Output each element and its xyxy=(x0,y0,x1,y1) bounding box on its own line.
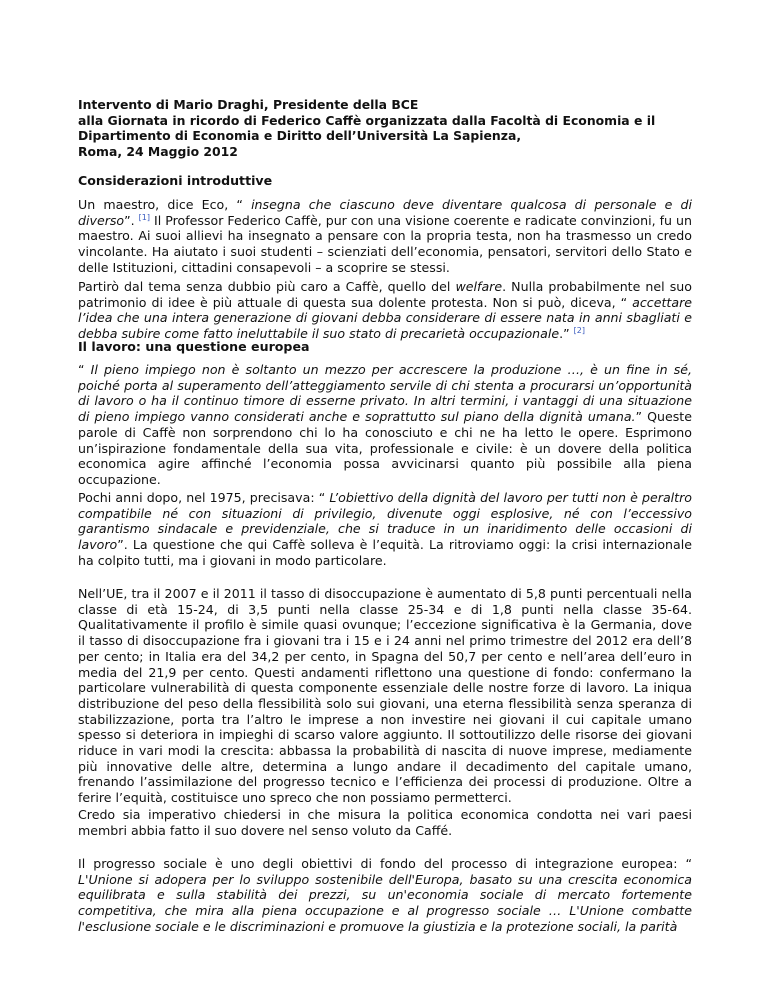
speech-title: Intervento di Mario Draghi, Presidente della BCE alla Giornata in ricordo di Federico Caffè organizzata dalla Facoltà di Economia e il Dipartimento di Economia e Diritto dell’Università La Sapienza, Roma, 24 Maggio 2012 xyxy=(78,97,656,160)
p3-text-a: “ xyxy=(78,362,91,377)
paragraph-7 xyxy=(78,856,692,935)
p4-quote: L’obiettivo della dignità del lavoro per tutti non è peraltro compatibile né con situazioni di privilegio, divenute oggi esplosive, né con l’eccessivo garantismo sindacale e previdenziale, che si traduce in un inaridimento delle occasioni di lavoro xyxy=(78,490,692,553)
paragraph-5: Nell’UE, tra il 2007 e il 2011 il tasso di disoccupazione è aumentato di 5,8 punti percentuali nella classe di età 15-24, di 3,5 punti nella classe 25-34 e di 1,8 punti nella classe 35-64. Qualitativamente il profilo è simile quasi ovunque; l’eccezione significativa è la Germania, dove il tasso di disoccupazione fra i giovani tra i 15 e i 24 anni nel primo trimestre del 2012 era dell’8 per cento; in Italia era del 34,2 per cento, in Spagna del 50,7 per cento e nell’area dell’euro in media del 21,9 per cento. Questi andamenti riflettono una questione di fondo: confermano la particolare vulnerabilità di questa componente essenziale delle nostre forze di lavoro. La iniqua distribuzione del peso della flessibilità solo sui giovani, una eterna flessibilità senza speranza di stabilizzazione, porta tra l’altro le imprese a non investire nei giovani il cui capitale umano spesso si deteriora in impieghi di scarso valore aggiunto. Il sottoutilizzo delle risorse dei giovani riduce in vari modi la crescita: abbassa la probabilità di nascita di nuove imprese, mediamente più innovative delle altre, determina a lungo andare il decadimento del capitale umano, frenando l’assimilazione del progresso tecnico e l’efficienza dei processi di produzione. Oltre a ferire l’equità, costituisce uno spreco che non possiamo permetterci. xyxy=(78,586,692,806)
paragraph-3 xyxy=(78,362,692,488)
p2-text-a: Partirò dal tema senza dubbio più caro a Caffè, quello del xyxy=(78,279,456,294)
p2-quote: accettare l’idea che una intera generazione di giovani debba considerare di essere nata in anni sbagliati e debba subire come fatto ineluttabile il suo stato di precarietà occupazionale xyxy=(78,294,692,342)
p2-welfare: welfare xyxy=(455,279,503,294)
p3-quote: Il pieno impiego non è soltanto un mezzo per accrescere la produzione …, è un fine in sé, poiché porta al superamento dell’atteggiamento servile di chi stenta a procurarsi un’opportunità di lavoro o ha il continuo timore di esserne privato. In altri termini, i vantaggi di una situazione di pieno impiego vanno considerati anche e soprattutto sul piano della dignità umana. xyxy=(78,362,693,425)
p2-text-c: . Nulla probabilmente nel suo patrimonio di idee è più attuale di questa sua dolente protesta. Non si può, diceva, “ xyxy=(78,279,692,310)
section-heading-lavoro: Il lavoro: una questione europea xyxy=(78,339,310,354)
p7-quote: L'Unione si adopera per lo sviluppo sostenibile dell'Europa, basato su una crescita economica equilibrata e sulla stabilità dei prezzi, su un'economia sociale di mercato fortemente competitiva, che mira alla piena occupazione e al progresso sociale … L'Unione combatte l'esclusione sociale e le discriminazioni e promuove la giustizia e la protezione sociali, la parità xyxy=(78,871,692,934)
p1-text-c: ”. xyxy=(124,212,139,228)
p4-text-a: Pochi anni dopo, nel 1975, precisava: “ xyxy=(78,490,330,505)
paragraph-2 xyxy=(78,279,692,342)
p1-text-d: Il Professor Federico Caffè, pur con una visione coerente e radicate convinzioni, fu un maestro. Ai suoi allievi ha insegnato a pensare con la propria testa, non ha trasmesso un credo vincolante. Ha aiutato i suoi studenti – scienziati dell’economia, pensatori, servitori dello Stato e delle Istituzioni, cittadini consapevoli – a scoprire se stessi. xyxy=(78,212,693,275)
p1-text-a: Un maestro, dice Eco, “ xyxy=(78,197,252,212)
p4-text-c: ”. La questione che qui Caffè solleva è l’equità. La ritroviamo oggi: la crisi internazionale ha colpito tutti, ma i giovani in modo particolare. xyxy=(78,537,692,568)
paragraph-6: Credo sia imperativo chiedersi in che misura la politica economica condotta nei vari paesi membri abbia fatto il suo dovere nel senso voluto da Caffé. xyxy=(78,807,692,838)
paragraph-4 xyxy=(78,490,692,569)
p7-text-a: Il progresso sociale è uno degli obiettivi di fondo del processo di integrazione europea: “ xyxy=(78,856,692,871)
paragraph-1 xyxy=(78,197,692,276)
p3-text-c: ” Queste parole di Caffè non sorprendono chi lo ha conosciuto e chi ne ha letto le opere. Esprimono un’ispirazione fondamentale della sua vita, professionale e civile: è un dovere della politica economica agire affinché l’economia possa avvicinarsi quanto più possibile alla piena occupazione. xyxy=(78,409,692,487)
p2-text-e: .” xyxy=(559,326,574,342)
p1-quote: insegna che ciascuno deve diventare qualcosa di personale e di diverso xyxy=(78,197,692,228)
footnote-ref-2[interactable]: [2] xyxy=(573,326,585,336)
footnote-ref-1[interactable]: [1] xyxy=(138,212,151,222)
section-heading-intro: Considerazioni introduttive xyxy=(78,173,273,188)
